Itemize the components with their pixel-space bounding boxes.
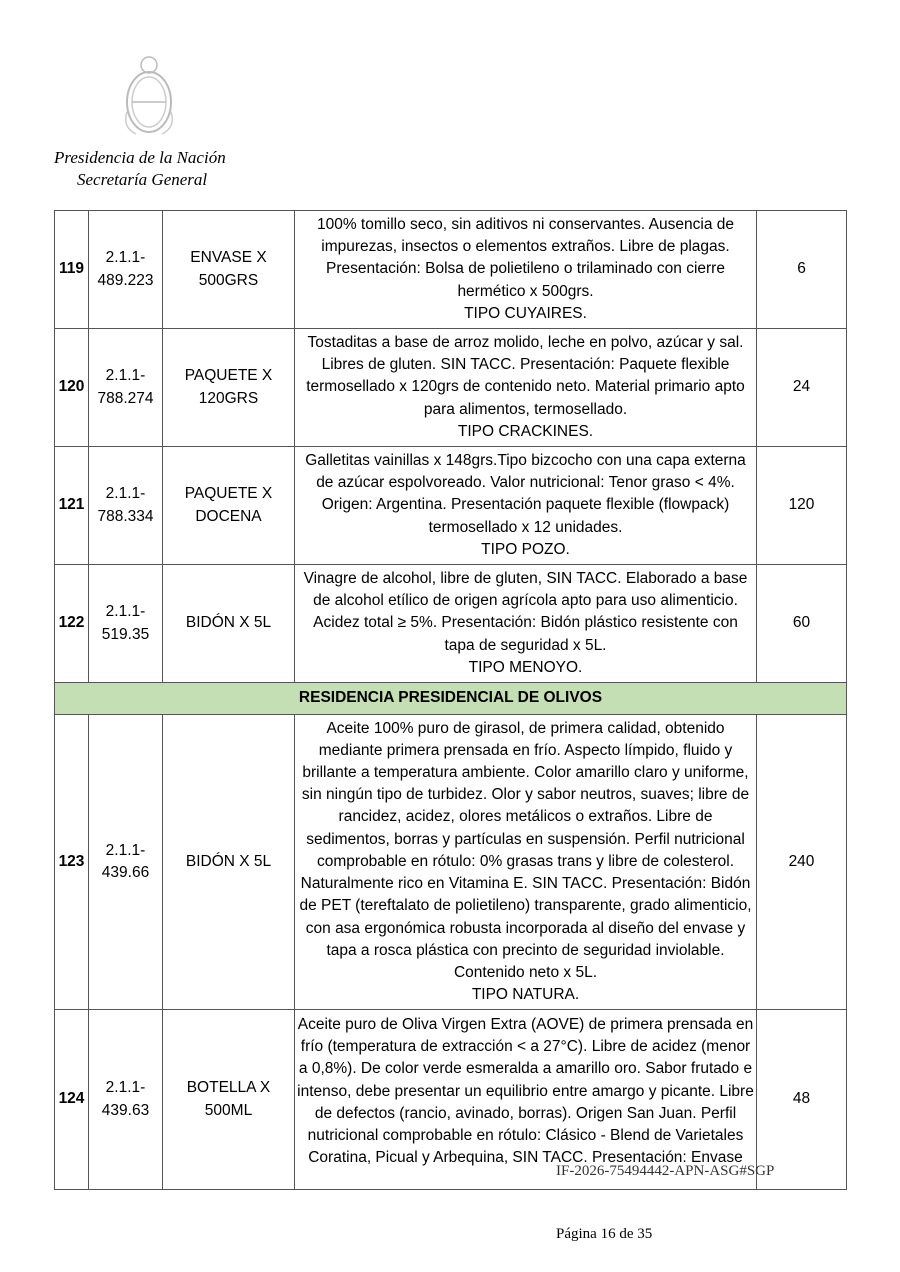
items-table <box>54 210 847 1190</box>
item-code: 2.1.1- 439.66 <box>89 715 163 1010</box>
item-quantity: 24 <box>757 329 847 447</box>
item-unit: ENVASE X 500GRS <box>163 211 295 329</box>
org-line-2: Secretaría General <box>77 170 208 189</box>
page-number: Página 16 de 35 <box>556 1226 653 1242</box>
item-description: Aceite 100% puro de girasol, de primera calidad, obtenido mediante primera prensada en frío. Aspecto límpido, fluido y brillante a temperatura ambiente. Color amarillo claro y uniforme, sin ningún tipo de turbidez. Olor y sabor neutros, suaves; libre de rancidez, acidez, olores metálicos o extraños. Libre de sedimentos, borras y partículas en suspensión. Perfil nutricional comprobable en rótulo: 0% grasas trans y libre de colesterol. Naturalmente rico en Vitamina E. SIN TACC. Presentación: Bidón de PET (tereftalato de polietileno) transparente, grado alimenticio, con asa ergonómica robusta incorporada al diseño del envase y tapa a rosca plástica con precinto de seguridad inviolable. Contenido neto x 5L. TIPO NATURA. <box>295 715 757 1010</box>
item-code: 2.1.1- 788.274 <box>89 329 163 447</box>
item-code: 2.1.1- 489.223 <box>89 211 163 329</box>
org-line-1: Presidencia de la Nación <box>54 148 226 167</box>
item-quantity: 60 <box>757 565 847 683</box>
item-unit: BIDÓN X 5L <box>163 715 295 1010</box>
item-quantity: 6 <box>757 211 847 329</box>
table-row <box>55 715 847 1010</box>
item-quantity: 240 <box>757 715 847 1010</box>
item-code: 2.1.1- 439.63 <box>89 1010 163 1190</box>
section-title: RESIDENCIA PRESIDENCIAL DE OLIVOS <box>55 683 847 715</box>
item-unit: PAQUETE X 120GRS <box>163 329 295 447</box>
row-number: 122 <box>55 565 89 683</box>
item-code: 2.1.1- 519.35 <box>89 565 163 683</box>
row-number: 124 <box>55 1010 89 1190</box>
table-row <box>55 447 847 565</box>
row-number: 120 <box>55 329 89 447</box>
row-number: 121 <box>55 447 89 565</box>
row-number: 123 <box>55 715 89 1010</box>
item-quantity: 48 <box>757 1010 847 1190</box>
item-description-text: Aceite puro de Oliva Virgen Extra (AOVE) de primera prensada en frío (temperatura de extracción < a 27°C). Libre de acidez (menor a 0,8%). De color verde esmeralda a amarillo oro. Sabor frutado e intenso, debe presentar un equilibrio entre amargo y picante. Libre de defectos (rancio, avinado, borras). Origen San Juan. Perfil nutricional comprobable en rótulo: Clásico - Blend de Varietales Coratina, Picual y Arbequina, SIN TACC. Presentación: Envase <box>297 1016 754 1167</box>
item-code: 2.1.1- 788.334 <box>89 447 163 565</box>
table-row <box>55 211 847 329</box>
item-unit: BIDÓN X 5L <box>163 565 295 683</box>
table-row <box>55 565 847 683</box>
item-description: 100% tomillo seco, sin aditivos ni conservantes. Ausencia de impurezas, insectos o elementos extraños. Libre de plagas. Presentación: Bolsa de polietileno o trilaminado con cierre hermético x 500grs. TIPO CUYAIRES. <box>295 211 757 329</box>
section-header-row <box>55 683 847 715</box>
item-unit: BOTELLA X 500ML <box>163 1010 295 1190</box>
table-row <box>55 329 847 447</box>
row-number: 119 <box>55 211 89 329</box>
item-description: Galletitas vainillas x 148grs.Tipo bizcocho con una capa externa de azúcar espolvoreado. Valor nutricional: Tenor graso < 4%. Origen: Argentina. Presentación paquete flexible (flowpack) termosellado x 12 unidades. TIPO POZO. <box>295 447 757 565</box>
item-unit: PAQUETE X DOCENA <box>163 447 295 565</box>
item-description: Tostaditas a base de arroz molido, leche en polvo, azúcar y sal. Libres de gluten. SIN TACC. Presentación: Paquete flexible termosellado x 120grs de contenido neto. Material primario apto para alimentos, termosellado. TIPO CRACKINES. <box>295 329 757 447</box>
header-organization <box>54 147 226 191</box>
item-quantity: 120 <box>757 447 847 565</box>
item-description: Vinagre de alcohol, libre de gluten, SIN TACC. Elaborado a base de alcohol etílico de origen agrícola apto para uso alimenticio. Acidez total ≥ 5%. Presentación: Bidón plástico resistente con tapa de seguridad x 5L. TIPO MENOYO. <box>295 565 757 683</box>
document-id-stamp: IF-2026-75494442-APN-ASG#SGP <box>556 1163 775 1179</box>
coat-of-arms-seal <box>118 52 180 140</box>
